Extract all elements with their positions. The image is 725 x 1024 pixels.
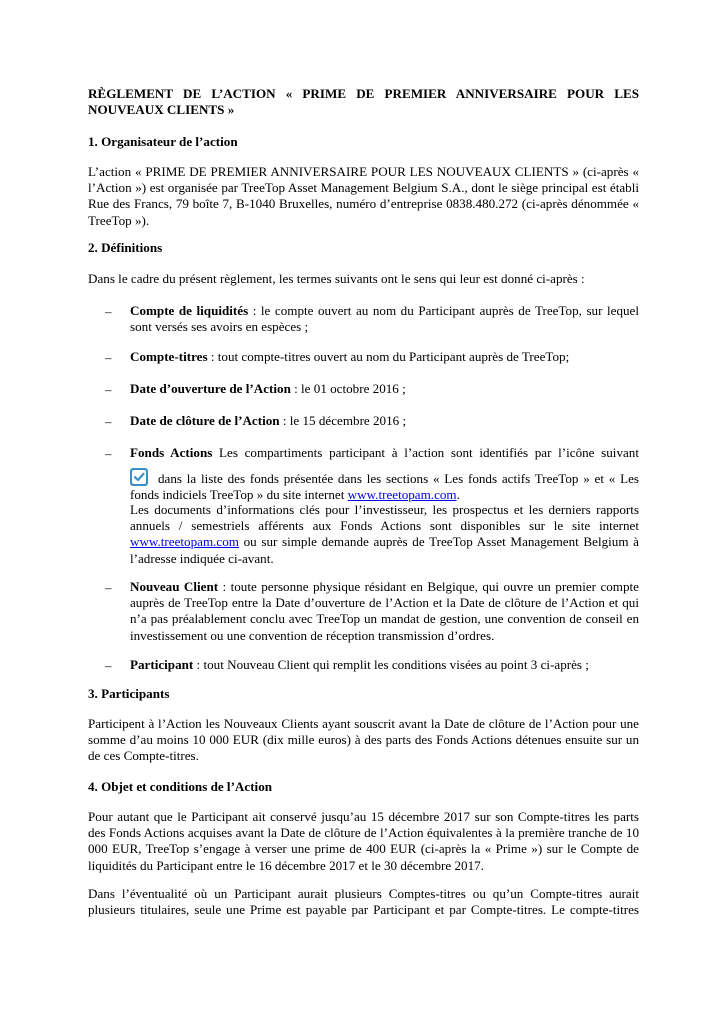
definition-text: : tout Nouveau Client qui remplit les conditions visées au point 3 ci-après ; (193, 657, 589, 672)
definition-text: dans la liste des fonds présentée dans les sections « Les fonds actifs TreeTop » et « Les fonds indiciels TreeTop » du site internet (130, 471, 639, 503)
definition-text: Les documents d’informations clés pour l’investisseur, les prospectus et les derniers rapports annuels / semestriels afférents aux Fonds Actions sont disponibles sur le site internet (130, 502, 639, 534)
bullet-dash: – (105, 350, 112, 365)
definition-text: : toute personne physique résidant en Belgique, qui ouvre un premier compte auprès de TreeTop entre la Date d’ouverture de l’Action et la Date de clôture de l’Action et qui n’a pas préalablement conclu avec TreeTop un mandat de gestion, une convention de conseil en investissement ou une convention de réception transmission d’ordres. (130, 579, 639, 643)
section-4-paragraph-2: Dans l’éventualité où un Participant aurait plusieurs Comptes-titres ou qu’un Compte-titres aurait plusieurs titulaires, seule une Prime est payable par Participant et par Compte-titres. Le compte-titres (88, 886, 639, 918)
bullet-dash: – (105, 304, 112, 319)
definition-text: : le 15 décembre 2016 ; (279, 413, 407, 428)
treetopam-link[interactable]: www.treetopam.com (130, 534, 239, 550)
section-3-body: Participent à l’Action les Nouveaux Clients ayant souscrit avant la Date de clôture de l’Action pour une somme d’au moins 10 000 EUR (dix mille euros) à des parts des Fonds Actions détenues ensuite sur un de ces Compte-titres. (88, 716, 639, 764)
bullet-dash: – (105, 580, 112, 595)
definition-nouveau-client (130, 579, 639, 644)
checkbox-checked-icon (130, 468, 148, 486)
section-4-paragraph-1: Pour autant que le Participant ait conservé jusqu’au 15 décembre 2017 sur son Compte-titres les parts des Fonds Actions acquises avant la Date de clôture de l’Action équivalentes à la première tranche de 10 000 EUR, TreeTop s’engage à verser une prime de 400 EUR (ci-après la « Prime ») sur le Compte de liquidités du Participant entre le 16 décembre 2017 et le 30 décembre 2017. (88, 809, 639, 873)
treetopam-link[interactable]: www.treetopam.com (347, 487, 457, 503)
definition-term: Nouveau Client (130, 579, 219, 594)
definition-fonds-actions (130, 445, 639, 461)
definition-compte-titres (130, 349, 639, 365)
bullet-dash: – (105, 414, 112, 429)
definition-term: Participant (130, 657, 194, 672)
definition-text: Les compartiments participant à l’action sont identifiés par l’icône suivant (212, 445, 639, 460)
definition-text: : le compte ouvert au nom du Participant auprès de TreeTop, sur lequel sont versés ses avoirs en espèces ; (130, 303, 639, 335)
bullet-dash: – (105, 446, 112, 461)
definition-date-ouverture (130, 381, 639, 397)
bullet-dash: – (105, 382, 112, 397)
bullet-dash: – (105, 658, 112, 673)
definition-text: : le 01 octobre 2016 ; (290, 381, 406, 396)
definition-term: Date de clôture de l’Action (130, 413, 280, 428)
section-2-heading: 2. Définitions (88, 240, 163, 255)
definition-term: Date d’ouverture de l’Action (130, 381, 291, 396)
definition-term: Compte de liquidités (130, 303, 249, 318)
section-4-heading: 4. Objet et conditions de l’Action (88, 779, 273, 794)
definition-fonds-actions-cont (130, 468, 639, 503)
definition-term: Compte-titres (130, 349, 208, 364)
definition-date-cloture (130, 413, 639, 429)
definition-text: : tout compte-titres ouvert au nom du Participant auprès de TreeTop; (207, 349, 570, 364)
section-1-body: L’action « PRIME DE PREMIER ANNIVERSAIRE POUR LES NOUVEAUX CLIENTS » (ci-après « l’Action ») est organisée par TreeTop Asset Management Belgium S.A., dont le siège principal est établi Rue des Francs, 79 boîte 7, B-1040 Bruxelles, numéro d’entreprise 0838.480.272 (ci-après dénommée « TreeTop »). (88, 164, 639, 228)
definition-compte-liquidites (130, 303, 639, 335)
definition-participant (130, 657, 639, 673)
section-1-heading: 1. Organisateur de l’action (88, 134, 238, 149)
definition-term: Fonds Actions (130, 445, 213, 460)
document-title: RÈGLEMENT DE L’ACTION « PRIME DE PREMIER ANNIVERSAIRE POUR LES NOUVEAUX CLIENTS » (88, 86, 639, 118)
section-3-heading: 3. Participants (88, 686, 170, 701)
definition-text: ou sur simple demande auprès de TreeTop Asset Management Belgium à l’adresse indiquée ci-avant. (130, 534, 639, 566)
section-2-intro: Dans le cadre du présent règlement, les termes suivants ont le sens qui leur est donné ci-après : (88, 271, 585, 286)
period-text: . (456, 487, 460, 503)
definition-fonds-actions-docs (130, 502, 639, 567)
